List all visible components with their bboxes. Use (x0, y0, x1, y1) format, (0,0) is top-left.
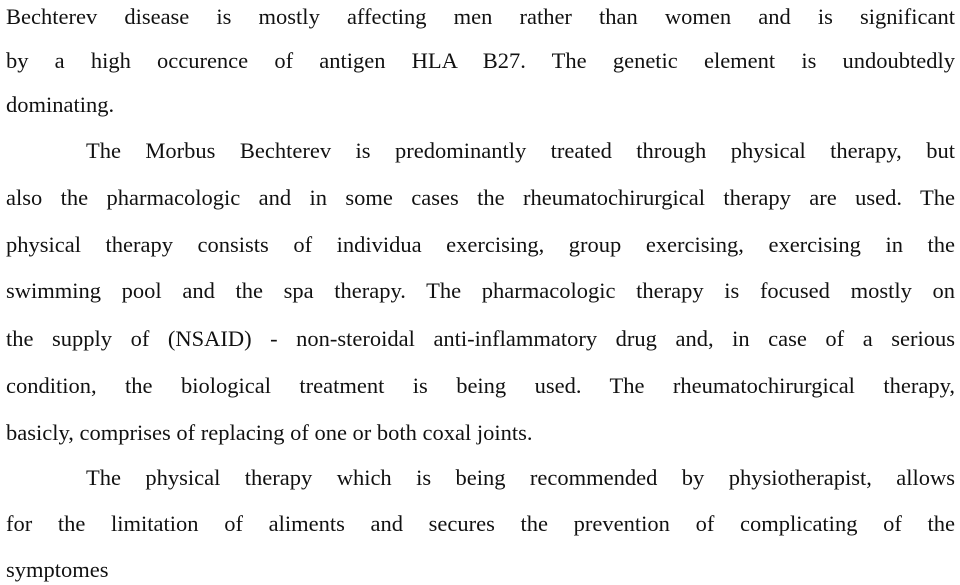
text-line-1: Bechterev disease is mostly affecting men rather than women and is significant (6, 4, 955, 29)
text-line-7: swimming pool and the spa therapy. The pharmacologic therapy is focused mostly on (6, 278, 955, 303)
text-line-4: The Morbus Bechterev is predominantly treated through physical therapy, but (86, 138, 955, 163)
text-line-13: symptomes (6, 557, 109, 582)
text-line-6: physical therapy consists of individua exercising, group exercising, exercising in the (6, 232, 955, 257)
text-line-5: also the pharmacologic and in some cases the rheumatochirurgical therapy are used. The (6, 185, 955, 210)
text-line-2: by a high occurence of antigen HLA B27. The genetic element is undoubtedly (6, 48, 955, 73)
text-line-10: basicly, comprises of replacing of one or both coxal joints. (6, 420, 533, 445)
text-line-3: dominating. (6, 92, 115, 117)
text-line-8: the supply of (NSAID) - non-steroidal anti-inflammatory drug and, in case of a serious (6, 326, 955, 351)
text-line-12: for the limitation of aliments and secures the prevention of complicating of the (6, 511, 955, 536)
text-line-11: The physical therapy which is being recommended by physiotherapist, allows (86, 465, 955, 490)
text-line-9: condition, the biological treatment is being used. The rheumatochirurgical therapy, (6, 373, 955, 398)
